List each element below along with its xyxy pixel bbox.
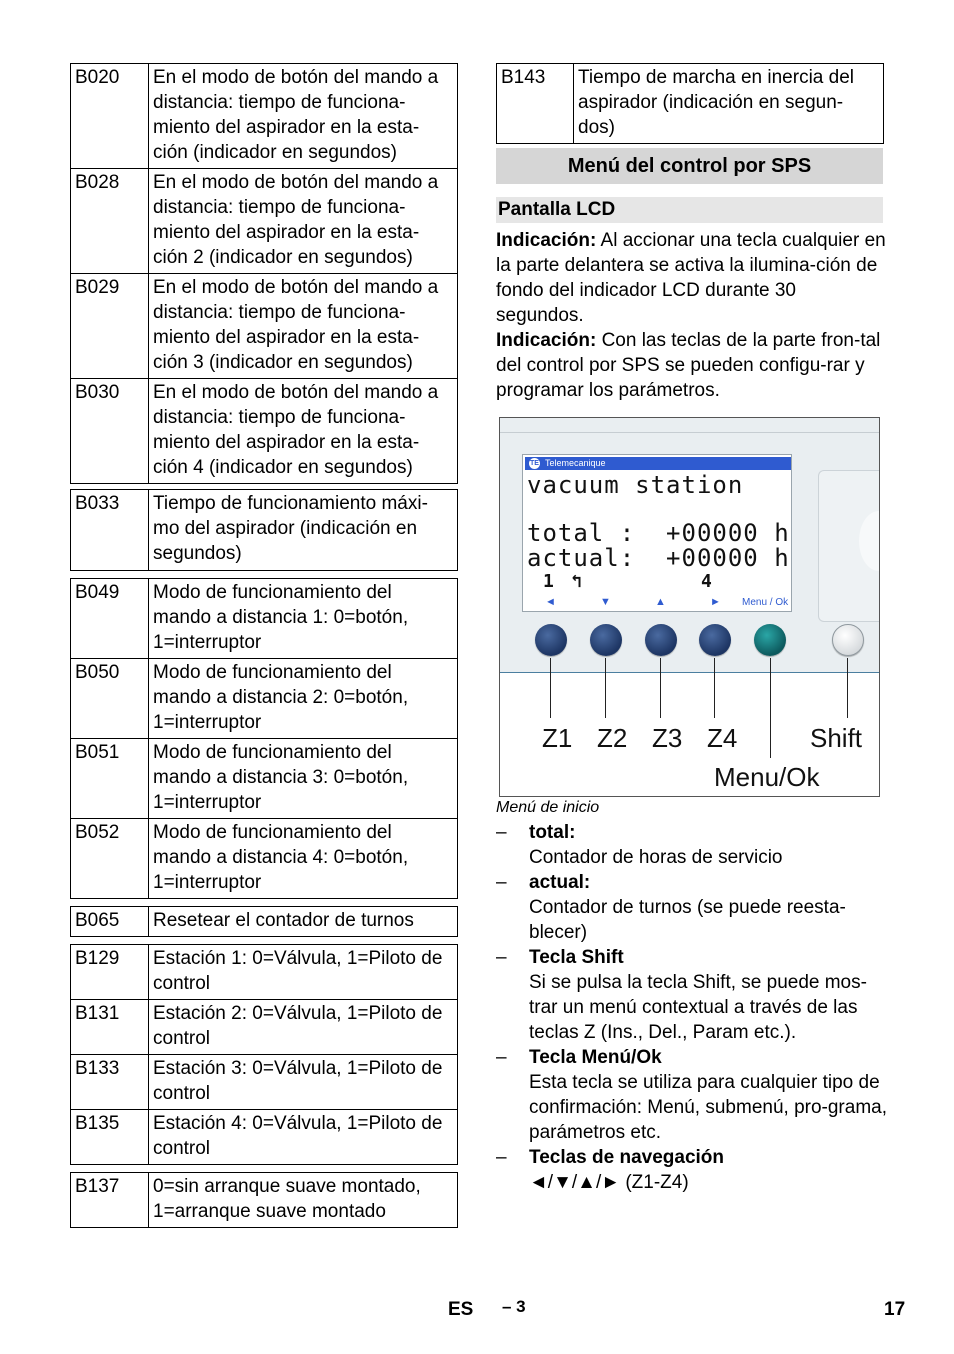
brand-name: Telemecanique	[545, 458, 606, 468]
param-description: Estación 3: 0=Válvula, 1=Piloto de control	[149, 1055, 458, 1110]
list-item-text: Esta tecla se utiliza para cualquier tipo de confirmación: Menú, submenú, pro-grama, parámetros etc.	[529, 1072, 887, 1143]
note-text: Al accionar una tecla cualquier en la parte delantera se activa la ilumina-ción de fondo del indicador LCD durante 30 segundos.	[496, 230, 886, 326]
param-description: En el modo de botón del mando a distancia: tiempo de funciona-miento del aspirador en la esta-ción (indicador en segundos)	[149, 64, 458, 169]
label-z3: Z3	[652, 723, 683, 753]
param-code: B052	[71, 819, 149, 899]
arrow-left-icon: ◄	[545, 596, 556, 608]
controller-figure	[499, 417, 880, 797]
controller-device	[500, 418, 879, 673]
parameter-table-b065	[70, 906, 458, 937]
param-description: En el modo de botón del mando a distancia: tiempo de funciona-miento del aspirador en la esta-ción 3 (indicador en segundos)	[149, 274, 458, 379]
param-code: B065	[71, 907, 149, 937]
lcd-value-1: 1	[543, 571, 554, 592]
param-description: Modo de funcionamiento del mando a distancia 4: 0=botón, 1=interruptor	[149, 819, 458, 899]
device-baseline	[500, 672, 879, 673]
param-description: 0=sin arranque suave montado, 1=arranque suave montado	[149, 1173, 458, 1228]
label-z1: Z1	[542, 723, 573, 753]
list-item-text: Contador de turnos (se puede reesta-blecer)	[529, 897, 846, 943]
label-shift: Shift	[810, 723, 863, 753]
table-row	[71, 907, 458, 937]
callout-line	[847, 658, 848, 718]
footer-language: ES	[448, 1299, 474, 1320]
param-description: Estación 4: 0=Válvula, 1=Piloto de control	[149, 1110, 458, 1165]
table-row	[71, 64, 458, 169]
table-row	[497, 64, 884, 144]
callout-line	[605, 658, 606, 718]
list-item-text: Contador de horas de servicio	[529, 847, 783, 868]
param-description: En el modo de botón del mando a distancia: tiempo de funciona-miento del aspirador en la esta-ción 4 (indicador en segundos)	[149, 379, 458, 484]
list-item-title: Teclas de navegación	[529, 1147, 725, 1168]
lcd-return-icon: ↰	[571, 571, 582, 592]
list-dash: –	[496, 947, 507, 968]
brand-logo-icon: TE	[530, 460, 539, 467]
table-row	[71, 945, 458, 1000]
list-item-text: ◄/▼/▲/► (Z1-Z4)	[529, 1172, 689, 1193]
list-item-text: Si se pulsa la tecla Shift, se puede mos-trar un menú contextual a través de las teclas Z (Ins., Del., Param etc.).	[529, 972, 867, 1043]
list-item-title: Tecla Shift	[529, 947, 624, 968]
table-row	[71, 1055, 458, 1110]
menu-ok-button	[754, 624, 786, 656]
page-number: 17	[884, 1299, 906, 1320]
parameter-table-b143	[496, 63, 884, 144]
param-code: B131	[71, 1000, 149, 1055]
param-code: B050	[71, 659, 149, 739]
param-code: B133	[71, 1055, 149, 1110]
label-z4: Z4	[707, 723, 738, 753]
parameter-table-b033	[70, 489, 458, 571]
param-description: Modo de funcionamiento del mando a distancia 2: 0=botón, 1=interruptor	[149, 659, 458, 739]
list-dash: –	[496, 1147, 507, 1168]
param-code: B135	[71, 1110, 149, 1165]
table-row	[71, 169, 458, 274]
label-z2: Z2	[597, 723, 628, 753]
param-description: Estación 2: 0=Válvula, 1=Piloto de control	[149, 1000, 458, 1055]
device-edge	[500, 432, 879, 433]
param-description: Tiempo de marcha en inercia del aspirador (indicación en segun-dos)	[574, 64, 884, 144]
arrow-right-icon: ►	[710, 596, 721, 608]
param-code: B020	[71, 64, 149, 169]
param-code: B129	[71, 945, 149, 1000]
note-paragraph	[496, 328, 888, 403]
arrow-down-icon: ▼	[600, 596, 611, 608]
table-row	[71, 274, 458, 379]
footer-section-number: – 3	[502, 1297, 526, 1316]
lcd-actual: actual: +00000 h	[527, 544, 790, 572]
arrow-up-icon: ▲	[655, 596, 666, 608]
note-label: Indicación:	[496, 230, 597, 251]
table-row	[71, 379, 458, 484]
shift-button	[832, 624, 864, 656]
param-code: B137	[71, 1173, 149, 1228]
param-description: Modo de funcionamiento del mando a distancia 1: 0=botón, 1=interruptor	[149, 579, 458, 659]
list-item-title: Tecla Menú/Ok	[529, 1047, 662, 1068]
list-dash: –	[496, 872, 507, 893]
list-dash: –	[496, 1047, 507, 1068]
param-code: B030	[71, 379, 149, 484]
lcd-brand-bar	[525, 457, 791, 470]
table-row	[71, 579, 458, 659]
parameter-table-b129-b135	[70, 944, 458, 1165]
lcd-screen	[522, 454, 792, 612]
lcd-value-4: 4	[701, 571, 712, 592]
note-text: Con las teclas de la parte fron-tal del control por SPS se pueden configu-rar y programar los parámetros.	[496, 330, 881, 401]
z1-button	[535, 624, 567, 656]
section-heading: Menú del control por SPS	[496, 148, 883, 184]
param-description: Resetear el contador de turnos	[149, 907, 458, 937]
parameter-table-b049-b052	[70, 578, 458, 899]
note-paragraph	[496, 228, 888, 328]
table-row	[71, 1110, 458, 1165]
param-description: En el modo de botón del mando a distancia: tiempo de funciona-miento del aspirador en la esta-ción 2 (indicador en segundos)	[149, 169, 458, 274]
z4-button	[699, 624, 731, 656]
list-dash: –	[496, 822, 507, 843]
param-code: B033	[71, 490, 149, 571]
param-code: B051	[71, 739, 149, 819]
param-code: B049	[71, 579, 149, 659]
side-knob	[859, 511, 880, 571]
table-row	[71, 1000, 458, 1055]
callout-line	[660, 658, 661, 718]
param-description: Estación 1: 0=Válvula, 1=Piloto de control	[149, 945, 458, 1000]
param-code: B143	[497, 64, 574, 144]
param-code: B028	[71, 169, 149, 274]
table-row	[71, 739, 458, 819]
label-menu-ok: Menu/Ok	[714, 762, 820, 792]
param-description: Tiempo de funcionamiento máxi-mo del aspirador (indicación en segundos)	[149, 490, 458, 571]
list-item-title: actual:	[529, 872, 591, 893]
list-item-title: total:	[529, 822, 576, 843]
parameter-table-b137	[70, 1172, 458, 1228]
z3-button	[645, 624, 677, 656]
callout-line	[550, 658, 551, 718]
figure-caption: Menú de inicio	[496, 799, 600, 816]
callout-line	[714, 658, 715, 718]
table-row	[71, 819, 458, 899]
z2-button	[590, 624, 622, 656]
menu-ok-hint: Menu / Ok	[742, 597, 789, 608]
param-description: Modo de funcionamiento del mando a distancia 3: 0=botón, 1=interruptor	[149, 739, 458, 819]
table-row	[71, 659, 458, 739]
lcd-total: total : +00000 h	[527, 519, 790, 547]
callout-line	[770, 658, 771, 758]
lcd-title: vacuum station	[527, 471, 744, 499]
parameter-table-b020-b030	[70, 63, 458, 484]
side-panel	[818, 470, 880, 622]
note-label: Indicación:	[496, 330, 597, 351]
table-row	[71, 490, 458, 571]
table-row	[71, 1173, 458, 1228]
sub-heading: Pantalla LCD	[496, 197, 883, 223]
param-code: B029	[71, 274, 149, 379]
